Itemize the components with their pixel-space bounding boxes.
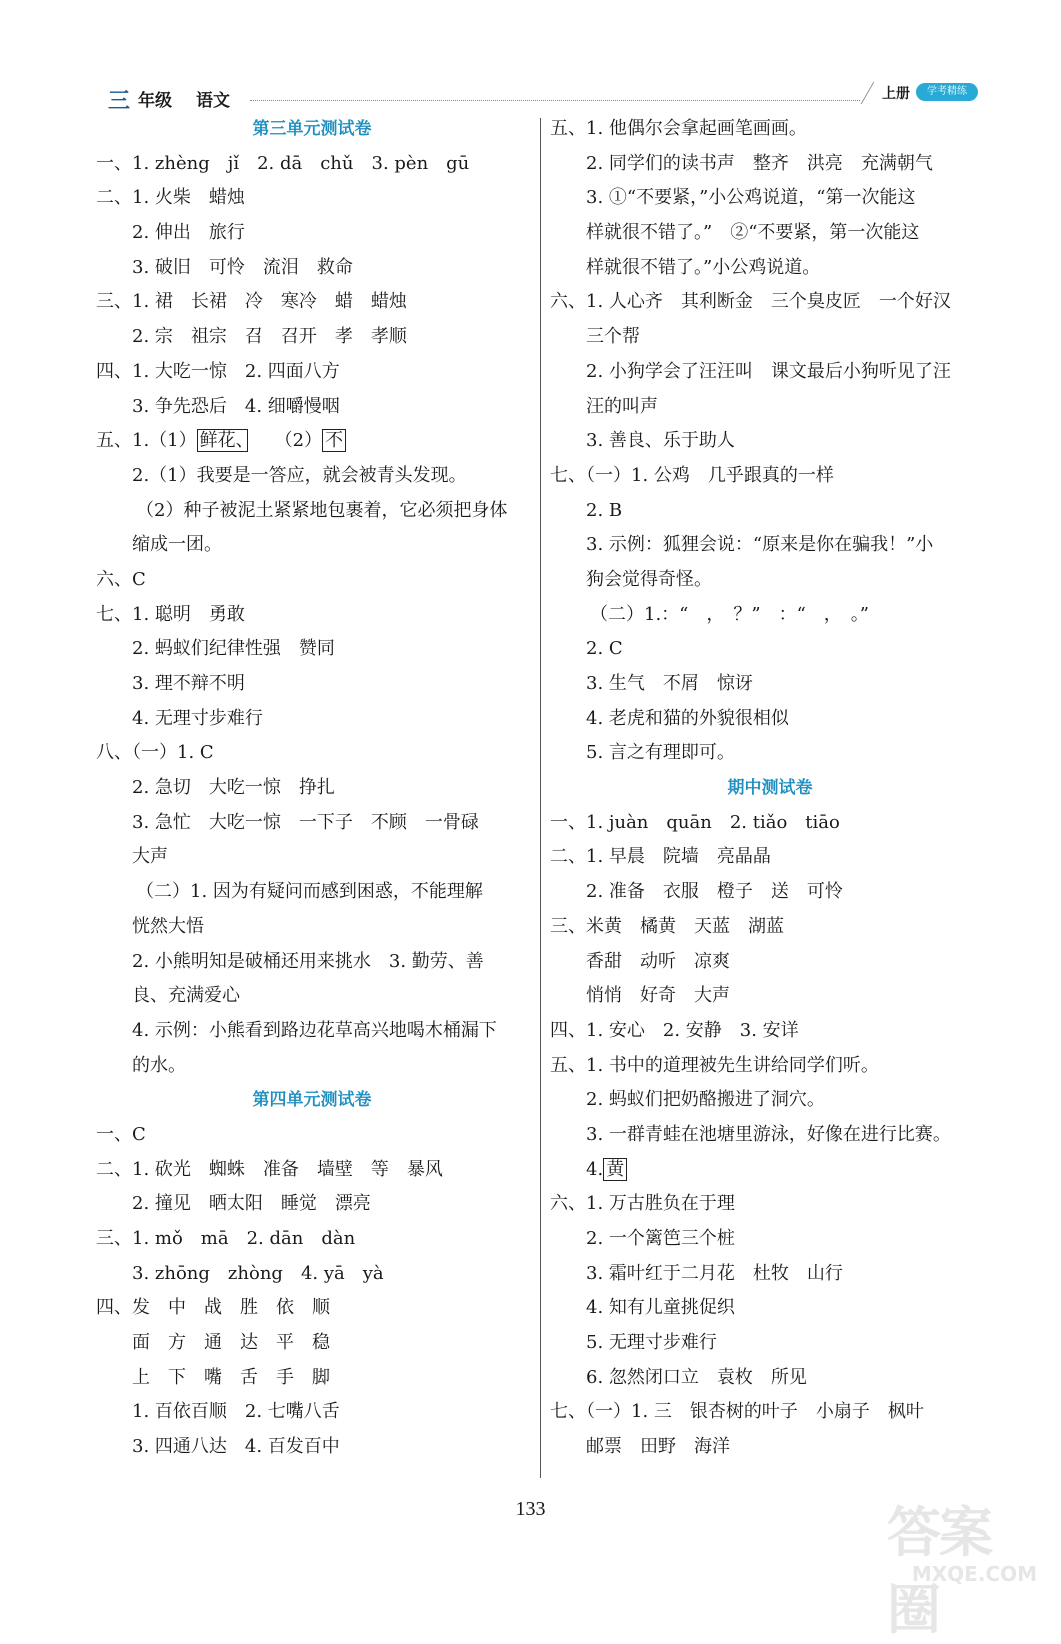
answer-line: 3. ①“不要紧，”小公鸡说道，“第一次能这	[586, 187, 916, 209]
answer-line: 汪的叫声	[586, 395, 658, 417]
answer-line: 3. 争先恐后 4. 细嚼慢咽	[132, 395, 340, 417]
answer-line: 样就很不错了。”小公鸡说道。	[586, 256, 821, 278]
answer-line: 一、C	[96, 1123, 146, 1145]
answer-line: 样就很不错了。” ②“不要紧，第一次能这	[586, 222, 920, 244]
answer-line: 3. 四通八达 4. 百发百中	[132, 1436, 340, 1458]
answer-line: 狗会觉得奇怪。	[586, 568, 712, 590]
section-title: 期中测试卷	[727, 778, 813, 799]
volume-label: 上册	[882, 86, 910, 102]
answer-line: 六、1. 人心齐 其利断金 三个臭皮匠 一个好汉	[550, 291, 951, 313]
answer-line: 三、1. 裙 长裙 冷 寒冷 蜡 蜡烛	[96, 291, 407, 313]
boxed-answer: 黄	[603, 1158, 627, 1181]
answer-line: 二、1. 砍光 蜘蛛 准备 墙壁 等 暴风	[96, 1158, 443, 1180]
answer-line: 4. 无理寸步难行	[132, 707, 263, 729]
series-badge: 学考精练	[916, 83, 978, 101]
left-column	[96, 112, 528, 1465]
answer-line: 2. 准备 衣服 橙子 送 可怜	[586, 881, 843, 903]
answer-line: 八、（一）1. C	[96, 742, 214, 764]
answer-line: 大声	[132, 846, 168, 868]
answer-line: 2. B	[586, 499, 623, 521]
answer-line: 3. 理不辩不明	[132, 673, 245, 694]
answer-line: 悄悄 好奇 大声	[586, 985, 730, 1007]
answer-line: 6. 忽然闭口立 袁枚 所见	[586, 1366, 807, 1388]
watermark-url: MXQE.COM	[911, 1562, 1037, 1586]
answer-line: 2. 同学们的读书声 整齐 洪亮 充满朝气	[586, 152, 933, 174]
answer-line: 七、（一）1. 三 银杏树的叶子 小扇子 枫叶	[550, 1401, 924, 1423]
header-dotted-rule	[250, 100, 860, 101]
answer-line: 恍然大悟	[132, 915, 204, 937]
answer-line: 面 方 通 达 平 稳	[132, 1332, 330, 1354]
section-title: 第四单元测试卷	[252, 1090, 372, 1111]
answer-line: 3. 善良、乐于助人	[586, 430, 735, 452]
answer-line: 3. 急忙 大吃一惊 一下子 不顾 一骨碌	[132, 811, 479, 833]
answer-line: 4. 示例：小熊看到路边花草高兴地喝木桶漏下	[132, 1019, 497, 1041]
answer-line: 2. 小狗学会了汪汪叫 课文最后小狗听见了汪	[586, 360, 951, 382]
answer-line: 良、充满爱心	[132, 985, 240, 1007]
answer-line: 3. 霜叶红于二月花 杜牧 山行	[586, 1262, 843, 1284]
answer-prefix: 五、1.（1）	[96, 430, 197, 452]
answer-line	[550, 1153, 990, 1188]
answer-line: 3. 生气 不屑 惊讶	[586, 673, 753, 694]
answer-line: 1. 百依百顺 2. 七嘴八舌	[132, 1401, 340, 1423]
answer-line: 四、发 中 战 胜 依 顺	[96, 1297, 330, 1319]
answer-line: 2. C	[586, 638, 623, 660]
answer-line: 香甜 动听 凉爽	[586, 950, 730, 972]
answer-mid: （2）	[247, 430, 323, 452]
answer-line: 2. 蚂蚁们把奶酪搬进了洞穴。	[586, 1089, 825, 1111]
answer-line: 2. 急切 大吃一惊 挣扎	[132, 777, 335, 799]
answer-line: 七、1. 聪明 勇敢	[96, 603, 245, 625]
answer-line: 2. 小熊明知是破桶还用来挑水 3. 勤劳、善	[132, 950, 484, 972]
answer-line: 二、1. 火柴 蜡烛	[96, 187, 245, 209]
answer-line: 五、1. 他偶尔会拿起画笔画画。	[550, 118, 807, 139]
answer-line: 3. 示例：狐狸会说：“原来是你在骗我！”小	[586, 534, 934, 556]
answer-line: 六、C	[96, 568, 146, 590]
answer-line: 六、1. 万古胜负在于理	[550, 1193, 735, 1215]
page-number: 133	[515, 1498, 546, 1520]
answer-line: 一、1. juàn quān 2. tiǎo tiāo	[550, 811, 840, 833]
answer-line: 邮票 田野 海洋	[586, 1436, 730, 1458]
answer-prefix: 4.	[586, 1158, 604, 1180]
answer-line: 3. 一群青蛙在池塘里游泳，好像在进行比赛。	[586, 1123, 951, 1145]
answer-line	[96, 424, 528, 459]
page-header	[100, 80, 980, 114]
answer-line: （二）1.：“ ， ？” ：“ ， 。”	[590, 603, 869, 625]
grade-label: 年级	[138, 91, 172, 111]
answer-line: 二、1. 早晨 院墙 亮晶晶	[550, 846, 771, 868]
answer-line: 缩成一团。	[132, 534, 222, 556]
header-slash	[845, 82, 875, 104]
answer-line: 3. 破旧 可怜 流泪 救命	[132, 256, 353, 278]
answer-line: （2）种子被泥土紧紧地包裹着，它必须把身体	[136, 499, 508, 521]
answer-line: 4. 知有儿童挑促织	[586, 1297, 735, 1319]
answer-line: 四、1. 大吃一惊 2. 四面八方	[96, 360, 340, 382]
watermark-logo	[887, 1490, 1037, 1641]
watermark-text: 答案圈	[887, 1501, 991, 1641]
answer-line: 3. zhōng zhòng 4. yā yà	[132, 1262, 384, 1284]
subject-label: 语文	[196, 91, 230, 111]
answer-line: 五、1. 书中的道理被先生讲给同学们听。	[550, 1054, 879, 1076]
boxed-answer: 鲜花、	[197, 429, 248, 452]
right-column	[550, 112, 990, 1465]
answer-line: 三、1. mǒ mā 2. dān dàn	[96, 1228, 356, 1249]
section-title: 第三单元测试卷	[252, 119, 372, 139]
answer-line: 2. 伸出 旅行	[132, 222, 245, 244]
answer-line: 三个帮	[586, 326, 640, 348]
answer-line: 4. 老虎和猫的外貌很相似	[586, 707, 789, 729]
answer-line: 上 下 嘴 舌 手 脚	[132, 1366, 330, 1388]
answer-line: 的水。	[132, 1054, 186, 1076]
answer-line: 5. 言之有理即可。	[586, 742, 735, 764]
answer-line: 一、1. zhèng jǐ 2. dā chǔ 3. pèn gū	[96, 152, 470, 174]
grade-mark: 三	[108, 84, 130, 115]
answer-line: 2. 撞见 晒太阳 睡觉 漂亮	[132, 1193, 371, 1215]
answer-line: 2. 宗 祖宗 召 召开 孝 孝顺	[132, 326, 407, 348]
column-divider	[540, 118, 541, 1478]
boxed-answer: 不	[322, 429, 346, 452]
answer-line: 四、1. 安心 2. 安静 3. 安详	[550, 1019, 799, 1041]
answer-line: 2. 一个篱笆三个桩	[586, 1228, 735, 1249]
answer-line: 2. 蚂蚁们纪律性强 赞同	[132, 638, 335, 660]
answer-line: 5. 无理寸步难行	[586, 1332, 717, 1354]
answer-line: 七、（一）1. 公鸡 几乎跟真的一样	[550, 464, 834, 486]
answer-line: （二）1. 因为有疑问而感到困惑，不能理解	[136, 881, 483, 903]
answer-line: 2.（1）我要是一答应，就会被青头发现。	[132, 464, 467, 486]
answer-line: 三、米黄 橘黄 天蓝 湖蓝	[550, 915, 784, 937]
